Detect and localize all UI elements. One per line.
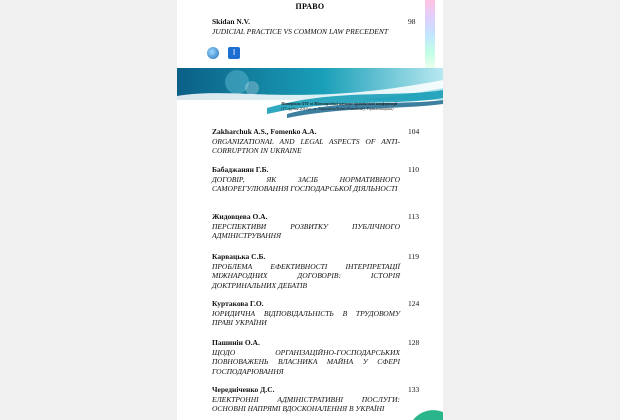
toc-entry[interactable] xyxy=(212,385,400,414)
toc-entry[interactable] xyxy=(212,338,400,376)
toc-page-number: 98 xyxy=(408,17,416,26)
toc-page-number: 128 xyxy=(408,338,420,347)
toc-page-number: 133 xyxy=(408,385,420,394)
toc-author: Куртакова Г.О. xyxy=(212,299,264,308)
toc-title: ПРОБЛЕМА ЕФЕКТИВНОСТІ ІНТЕРПРЕТАЦІЇ МІЖНАРОДНИХ ДОГОВОРІВ: ІСТОРІЯ ДОКТРИНАЛЬНИХ ДЕБАТІВ xyxy=(212,261,400,290)
corner-swoosh xyxy=(413,408,443,420)
toc-title: JUDICIAL PRACTICE VS COMMON LAW PRECEDENT xyxy=(212,26,389,36)
banner-caption xyxy=(281,101,431,111)
toc-entry[interactable] xyxy=(212,127,400,156)
toc-page-number: 113 xyxy=(408,212,419,221)
toc-title: ЮРИДИЧНА ВІДПОВІДАЛЬНІСТЬ В ТРУДОВОМУ ПРАВІ УКРАЇНИ xyxy=(212,308,400,327)
toc-title: ORGANIZATIONAL AND LEGAL ASPECTS OF ANTI-CORRUPTION IN UKRAINE xyxy=(212,136,400,155)
toc-entry[interactable] xyxy=(212,299,400,328)
toc-author: Zakharchuk A.S., Fomenko A.A. xyxy=(212,127,317,136)
banner-caption-line1: Матеріали XVI-ої Міжнародної науково-практичної конференції xyxy=(281,101,398,106)
toc-entry[interactable] xyxy=(212,212,400,241)
toc-entry[interactable] xyxy=(212,252,400,290)
banner-caption-line2: (17 грудня 2019 р., м. Тернопіль (Ivano-Frankivsk), Тернопільщина) xyxy=(281,106,394,111)
badge-row xyxy=(207,44,245,62)
document-page xyxy=(177,0,443,420)
toc-page-number: 104 xyxy=(408,127,420,136)
toc-page-number: 110 xyxy=(408,165,419,174)
toc-entry[interactable] xyxy=(212,17,400,36)
toc-author: Пашинін О.А. xyxy=(212,338,260,347)
globe-icon xyxy=(207,47,219,59)
conference-banner xyxy=(177,68,443,120)
book-icon: Ⅰ xyxy=(228,47,240,59)
toc-title: ПЕРСПЕКТИВИ РОЗВИТКУ ПУБЛІЧНОГО АДМІНІСТРУВАННЯ xyxy=(212,221,400,240)
toc-author: Бабаджанян Г.Б. xyxy=(212,165,269,174)
toc-title: ЕЛЕКТРОННІ АДМІНІСТРАТИВНІ ПОСЛУГИ: ОСНОВНІ НАПРЯМІ ВДОСКОНАЛЕННЯ В УКРАЇНІ xyxy=(212,394,400,413)
toc-page-number: 124 xyxy=(408,299,420,308)
toc-page-number: 119 xyxy=(408,252,419,261)
toc-title: ЩОДО ОРГАНІЗАЦІЙНО-ГОСПОДАРСЬКИХ ПОВНОВАЖЕНЬ ВЛАСНИКА МАЙНА У СФЕРІ ГОСПОДАРЮВАННЯ xyxy=(212,347,400,376)
toc-author: Карвацька С.Б. xyxy=(212,252,266,261)
toc-entry[interactable] xyxy=(212,165,400,194)
toc-author: Чередніченко Д.С. xyxy=(212,385,275,394)
toc-title: ДОГОВІР, ЯК ЗАСІБ НОРМАТИВНОГО САМОРЕГУЛЮВАННЯ ГОСПОДАРСЬКОЇ ДІЯЛЬНОСТІ xyxy=(212,174,400,193)
section-header: ПРАВО xyxy=(295,2,325,11)
toc-author: Skidan N.V. xyxy=(212,17,251,26)
toc-author: Жидовцева О.А. xyxy=(212,212,268,221)
